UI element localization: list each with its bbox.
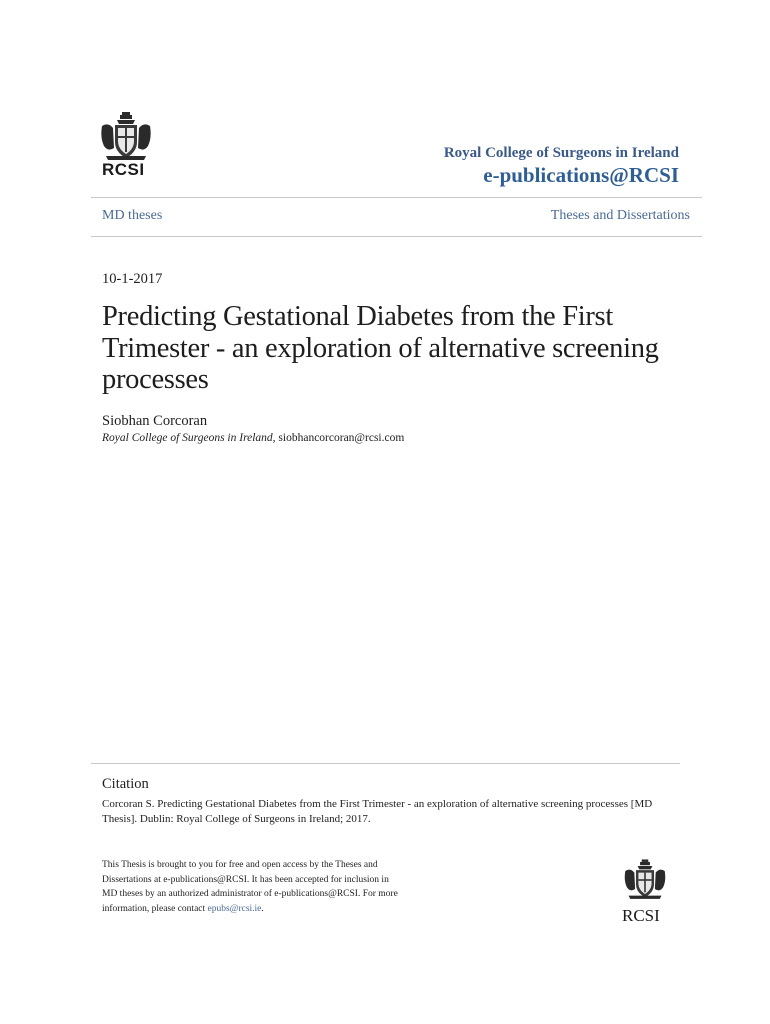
notice-end: . bbox=[261, 903, 264, 914]
theses-dissertations-link[interactable]: Theses and Dissertations bbox=[550, 208, 690, 223]
publication-date: 10-1-2017 bbox=[102, 271, 163, 287]
nav-divider bbox=[91, 236, 702, 237]
md-theses-link[interactable]: MD theses bbox=[102, 208, 163, 223]
citation-heading: Citation bbox=[102, 776, 149, 792]
author-affiliation bbox=[102, 432, 404, 444]
header-divider bbox=[91, 197, 702, 198]
affiliation-email: , siobhancorcoran@rcsi.com bbox=[272, 432, 405, 444]
college-name[interactable]: Royal College of Surgeons in Ireland bbox=[443, 145, 679, 161]
rcsi-logo-text: RCSI bbox=[102, 160, 145, 179]
rcsi-footer-crest-icon bbox=[622, 856, 668, 908]
author-name: Siobhan Corcoran bbox=[102, 413, 208, 429]
citation-divider bbox=[91, 763, 680, 764]
citation-text: Corcoran S. Predicting Gestational Diabetes from the First Trimester - an exploration of alternative screening processes [MD Thesis]. Dublin: Royal College of Surgeons in Ireland; 2017. bbox=[102, 798, 653, 825]
access-notice bbox=[102, 858, 402, 916]
notice-text: This Thesis is brought to you for free and open access by the Theses and Dissertations at e-publications@RCSI. It has been accepted for inclusion in MD theses by an authorized administrator of e-publications@RCSI. For more information, please contact bbox=[102, 860, 398, 914]
rcsi-footer-logo-text: RCSI bbox=[622, 906, 660, 925]
affiliation-institution: Royal College of Surgeons in Ireland bbox=[102, 432, 273, 444]
repository-name[interactable]: e-publications@RCSI bbox=[483, 163, 679, 187]
document-title: Predicting Gestational Diabetes from the First Trimester - an exploration of alternative screening processes bbox=[102, 301, 659, 395]
contact-email-link[interactable]: epubs@rcsi.ie bbox=[207, 903, 262, 914]
